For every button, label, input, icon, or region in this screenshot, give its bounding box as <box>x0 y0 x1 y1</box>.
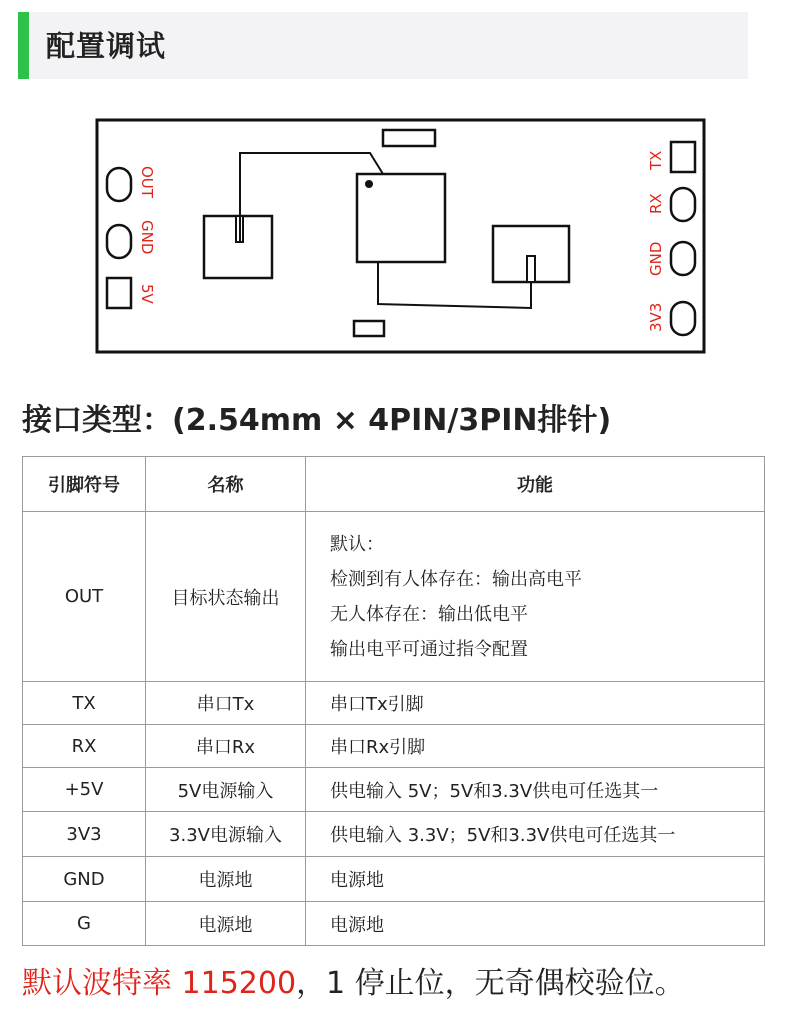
cell-pin: OUT <box>23 512 146 682</box>
cell-pin: G <box>23 902 146 946</box>
cell-function: 串口Rx引脚 <box>306 725 765 768</box>
label-tx: TX <box>647 150 665 170</box>
pad-3v3 <box>671 302 695 335</box>
cell-name: 串口Tx <box>146 682 306 725</box>
board-diagram <box>0 108 790 358</box>
header-name: 名称 <box>146 457 306 512</box>
cell-function: 供电输入 3.3V；5V和3.3V供电可任选其一 <box>306 812 765 857</box>
section-header <box>18 12 748 79</box>
cell-function: 供电输入 5V；5V和3.3V供电可任选其一 <box>306 768 765 812</box>
pin-table <box>22 456 765 946</box>
cell-pin: GND <box>23 857 146 902</box>
cell-function <box>306 512 765 682</box>
cell-function: 电源地 <box>306 902 765 946</box>
cell-function: 电源地 <box>306 857 765 902</box>
table-header-row <box>23 457 765 512</box>
cell-pin: 3V3 <box>23 812 146 857</box>
pad-gnd-left <box>107 225 131 258</box>
module-outline-svg <box>0 108 790 358</box>
table-row <box>23 768 765 812</box>
table-row <box>23 902 765 946</box>
cell-name: 电源地 <box>146 902 306 946</box>
cell-pin: RX <box>23 725 146 768</box>
func-line: 输出电平可通过指令配置 <box>330 638 528 660</box>
header-accent-bar <box>18 12 29 79</box>
pad-5v <box>107 278 131 308</box>
cell-name: 电源地 <box>146 857 306 902</box>
baud-rate-rest: ，1 停止位，无奇偶校验位。 <box>296 966 685 1001</box>
cell-function: 串口Tx引脚 <box>306 682 765 725</box>
component-top <box>383 130 435 146</box>
pad-rx <box>671 188 695 221</box>
baud-rate-note <box>22 958 685 1002</box>
table-row <box>23 682 765 725</box>
label-5v: 5V <box>138 284 156 304</box>
header-function: 功能 <box>306 457 765 512</box>
component-bottom <box>354 321 384 336</box>
baud-rate-highlight: 默认波特率 115200 <box>22 966 297 1001</box>
interface-type-heading: 接口类型：(2.54mm × 4PIN/3PIN排针) <box>22 403 612 438</box>
cell-pin: TX <box>23 682 146 725</box>
antenna-right-slot <box>527 256 535 282</box>
func-line: 默认： <box>330 533 384 555</box>
table-row <box>23 512 765 682</box>
cell-name: 目标状态输出 <box>146 512 306 682</box>
pad-out <box>107 168 131 201</box>
cell-name: 3.3V电源输入 <box>146 812 306 857</box>
cell-name: 串口Rx <box>146 725 306 768</box>
label-gnd-left: GND <box>138 220 156 255</box>
table-row <box>23 725 765 768</box>
cell-pin: +5V <box>23 768 146 812</box>
section-title: 配置调试 <box>46 29 167 63</box>
header-pin: 引脚符号 <box>23 457 146 512</box>
table-row <box>23 857 765 902</box>
label-gnd-right: GND <box>647 241 665 276</box>
chip-pin1-dot <box>365 180 373 188</box>
label-out: OUT <box>138 166 156 198</box>
cell-name: 5V电源输入 <box>146 768 306 812</box>
func-line: 检测到有人体存在：输出高电平 <box>330 568 582 590</box>
label-rx: RX <box>647 193 665 214</box>
table-row <box>23 812 765 857</box>
pad-tx <box>671 142 695 172</box>
label-3v3: 3V3 <box>647 302 665 332</box>
func-line: 无人体存在：输出低电平 <box>330 603 528 625</box>
pad-gnd-right <box>671 242 695 275</box>
